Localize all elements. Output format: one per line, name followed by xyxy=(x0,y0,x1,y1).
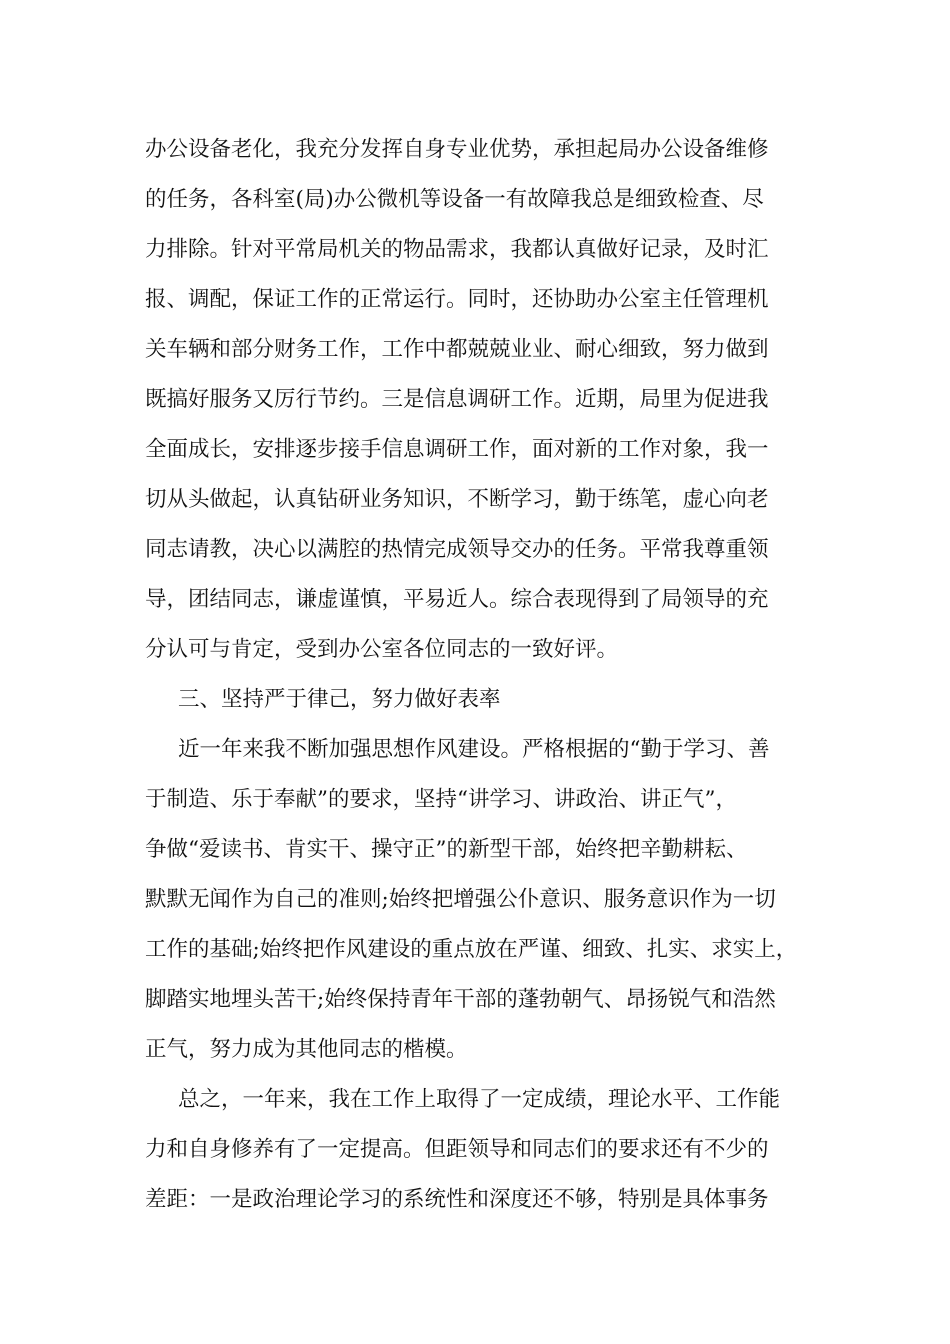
text-line: 总之，一年来，我在工作上取得了一定成绩，理论水平、工作能 xyxy=(178,1087,781,1112)
text-line: 脚踏实地埋头苦干;始终保持青年干部的蓬勃朝气、昂扬锐气和浩然 xyxy=(145,987,776,1012)
text-line: 切从头做起，认真钻研业务知识，不断学习，勤于练笔，虚心向老 xyxy=(145,487,769,512)
text-line: 力和自身修养有了一定提高。但距领导和同志们的要求还有不少的 xyxy=(145,1137,769,1162)
text-line: 既搞好服务又厉行节约。三是信息调研工作。近期，局里为促进我 xyxy=(145,387,769,412)
text-line: 报、调配，保证工作的正常运行。同时，还协助办公室主任管理机 xyxy=(145,287,769,312)
text-line: 近一年来我不断加强思想作风建设。严格根据的“勤于学习、善 xyxy=(178,737,770,762)
text-line: 争做“爱读书、肯实干、操守正”的新型干部，始终把辛勤耕耘、 xyxy=(145,837,748,862)
text-line: 同志请教，决心以满腔的热情完成领导交办的任务。平常我尊重领 xyxy=(145,537,769,562)
text-line: 关车辆和部分财务工作，工作中都兢兢业业、耐心细致，努力做到 xyxy=(145,337,769,362)
text-line: 正气，努力成为其他同志的楷模。 xyxy=(145,1037,468,1062)
text-line: 导，团结同志，谦虚谨慎，平易近人。综合表现得到了局领导的充 xyxy=(145,587,769,612)
text-line: 工作的基础;始终把作风建设的重点放在严谨、细致、扎实、求实上， xyxy=(145,937,798,962)
section-heading: 三、坚持严于律己，努力做好表率 xyxy=(178,687,501,712)
text-line: 力排除。针对平常局机关的物品需求，我都认真做好记录，及时汇 xyxy=(145,237,769,262)
text-line: 分认可与肯定，受到办公室各位同志的一致好评。 xyxy=(145,637,619,662)
text-line: 办公设备老化，我充分发挥自身专业优势，承担起局办公设备维修 xyxy=(145,137,769,162)
text-line: 于制造、乐于奉献”的要求，坚持“讲学习、讲政治、讲正气”， xyxy=(145,787,737,812)
text-line: 默默无闻作为自己的准则;始终把增强公仆意识、服务意识作为一切 xyxy=(145,887,776,912)
text-line: 差距：一是政治理论学习的系统性和深度还不够，特别是具体事务 xyxy=(145,1187,769,1212)
text-line: 的任务，各科室(局)办公微机等设备一有故障我总是细致检查、尽 xyxy=(145,187,764,212)
text-line: 全面成长，安排逐步接手信息调研工作，面对新的工作对象，我一 xyxy=(145,437,769,462)
